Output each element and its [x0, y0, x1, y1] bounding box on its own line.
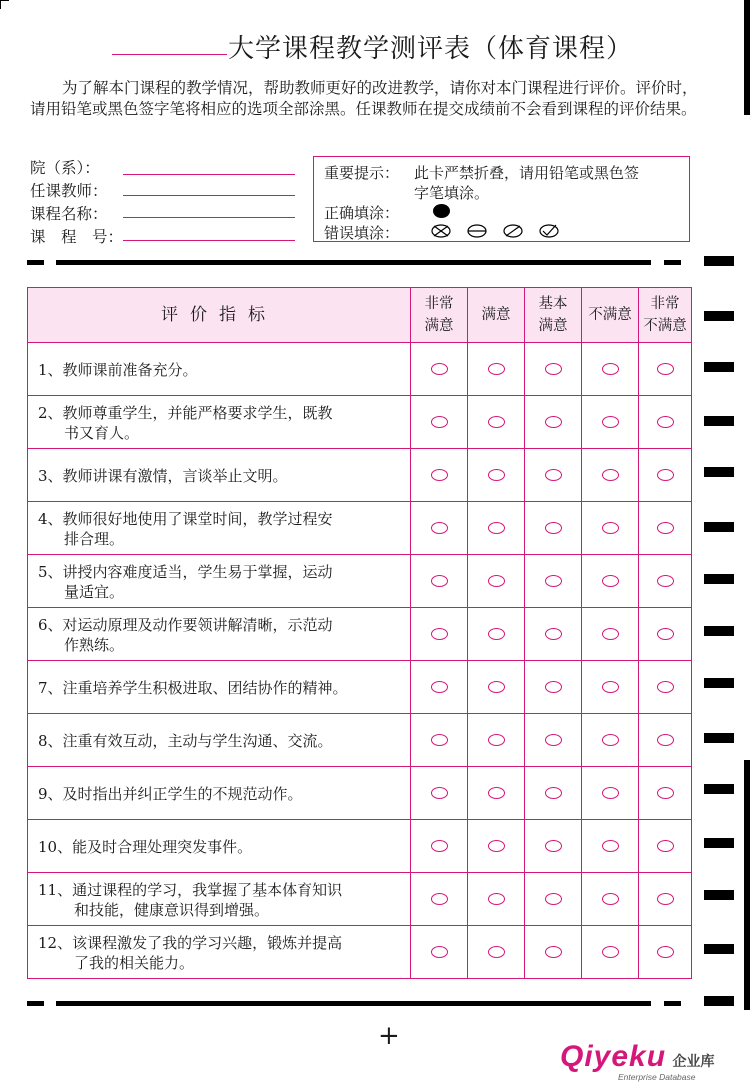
- timing-bar: [27, 1001, 44, 1006]
- option-cell: [525, 873, 582, 926]
- option-cell: [582, 608, 639, 661]
- answer-bubble[interactable]: [657, 416, 674, 428]
- answer-bubble[interactable]: [602, 575, 619, 587]
- table-row: [28, 343, 692, 396]
- option-cell: [525, 343, 582, 396]
- question-cell: [28, 873, 411, 926]
- option-cell: [639, 555, 692, 608]
- answer-bubble[interactable]: [657, 522, 674, 534]
- answer-bubble[interactable]: [657, 946, 674, 958]
- option-cell: [411, 820, 468, 873]
- intro-paragraph: 为了解本门课程的教学情况，帮助教师更好的改进教学，请你对本门课程进行评价。评价时，请用铅笔或黑色签字笔将相应的选项全部涂黑。任课教师在提交成绩前不会看到课程的评价结果。: [30, 79, 698, 118]
- question-cell: [28, 926, 411, 979]
- timing-mark: [704, 733, 734, 743]
- answer-bubble[interactable]: [545, 469, 562, 481]
- option-cell: [468, 449, 525, 502]
- department-input-line[interactable]: [123, 174, 295, 175]
- table-row: [28, 661, 692, 714]
- option-cell: [411, 608, 468, 661]
- option-cell: [468, 343, 525, 396]
- question-text: 1、教师课前准备充分。: [38, 361, 198, 379]
- registration-plus-mark: +: [378, 1021, 400, 1051]
- option-cell: [639, 343, 692, 396]
- option-cell: [468, 767, 525, 820]
- table-row: [28, 449, 692, 502]
- option-cell: [582, 343, 639, 396]
- option-cell: [639, 873, 692, 926]
- option-cell: [582, 502, 639, 555]
- option-cell: [639, 820, 692, 873]
- question-text: 7、注重培养学生积极进取、团结协作的精神。: [38, 679, 348, 697]
- answer-bubble[interactable]: [488, 575, 505, 587]
- edge-strip: [744, 0, 750, 115]
- answer-bubble[interactable]: [545, 628, 562, 640]
- answer-bubble[interactable]: [545, 522, 562, 534]
- option-cell: [468, 502, 525, 555]
- option-cell: [411, 873, 468, 926]
- answer-bubble[interactable]: [431, 363, 448, 375]
- answer-bubble[interactable]: [488, 522, 505, 534]
- course-number-input-line[interactable]: [123, 240, 295, 241]
- answer-bubble[interactable]: [602, 363, 619, 375]
- answer-bubble[interactable]: [545, 575, 562, 587]
- answer-bubble[interactable]: [431, 734, 448, 746]
- question-text: 11、通过课程的学习，我掌握了基本体育知识: [38, 881, 343, 899]
- question-text: 6、对运动原理及动作要领讲解清晰，示范动: [38, 616, 333, 634]
- answer-bubble[interactable]: [488, 840, 505, 852]
- option-cell: [468, 661, 525, 714]
- timing-mark: [704, 574, 734, 584]
- header-dissatisfied: 不满意: [582, 288, 639, 343]
- answer-bubble[interactable]: [602, 469, 619, 481]
- table-row: [28, 396, 692, 449]
- answer-bubble[interactable]: [657, 893, 674, 905]
- timing-mark: [704, 416, 734, 426]
- question-text: 8、注重有效互动，主动与学生沟通、交流。: [38, 732, 333, 750]
- course-name-input-line[interactable]: [123, 217, 295, 218]
- timing-bar: [27, 260, 44, 265]
- option-cell: [411, 661, 468, 714]
- timing-mark: [704, 467, 734, 477]
- timing-mark: [704, 256, 734, 266]
- answer-bubble[interactable]: [488, 363, 505, 375]
- question-cell: [28, 449, 411, 502]
- header-basically-satisfied: 基本 满意: [525, 288, 582, 343]
- answer-bubble[interactable]: [545, 363, 562, 375]
- answer-bubble[interactable]: [657, 628, 674, 640]
- answer-bubble[interactable]: [602, 840, 619, 852]
- answer-bubble[interactable]: [431, 628, 448, 640]
- option-cell: [639, 502, 692, 555]
- header-indicator: 评价指标: [28, 288, 411, 343]
- option-cell: [639, 449, 692, 502]
- option-cell: [582, 396, 639, 449]
- option-cell: [582, 820, 639, 873]
- option-cell: [582, 714, 639, 767]
- option-cell: [582, 449, 639, 502]
- option-cell: [411, 926, 468, 979]
- question-text-cont: 书又育人。: [64, 424, 140, 442]
- answer-bubble[interactable]: [431, 522, 448, 534]
- option-cell: [639, 661, 692, 714]
- option-cell: [525, 608, 582, 661]
- answer-bubble[interactable]: [657, 787, 674, 799]
- answer-bubble[interactable]: [602, 628, 619, 640]
- question-text-cont: 和技能，健康意识得到增强。: [74, 901, 270, 919]
- answer-bubble[interactable]: [545, 734, 562, 746]
- question-text: 12、该课程激发了我的学习兴趣，锻炼并提高: [38, 934, 343, 952]
- correct-fill-label: 正确填涂：: [324, 204, 400, 222]
- option-cell: [582, 767, 639, 820]
- table-row: [28, 714, 692, 767]
- timing-mark: [704, 838, 734, 848]
- option-cell: [525, 555, 582, 608]
- answer-bubble[interactable]: [602, 522, 619, 534]
- option-cell: [525, 449, 582, 502]
- option-cell: [582, 926, 639, 979]
- timing-mark: [704, 944, 734, 954]
- watermark-sub: Enterprise Database: [618, 1072, 696, 1082]
- title-blank-line: [112, 54, 227, 55]
- option-cell: [639, 714, 692, 767]
- field-label-department: 院（系）：: [30, 159, 100, 177]
- timing-bar: [664, 260, 681, 265]
- answer-bubble[interactable]: [602, 787, 619, 799]
- option-cell: [639, 396, 692, 449]
- option-cell: [411, 555, 468, 608]
- header-satisfied: 满意: [468, 288, 525, 343]
- option-cell: [411, 343, 468, 396]
- table-row: [28, 767, 692, 820]
- option-cell: [525, 661, 582, 714]
- option-cell: [468, 926, 525, 979]
- timing-mark: [704, 626, 734, 636]
- answer-bubble[interactable]: [657, 681, 674, 693]
- wrong-fill-label: 错误填涂：: [324, 224, 400, 242]
- watermark-cn: 企业库: [672, 1053, 715, 1069]
- question-cell: [28, 767, 411, 820]
- question-text-cont: 了我的相关能力。: [74, 954, 195, 972]
- question-cell: [28, 502, 411, 555]
- answer-bubble[interactable]: [657, 734, 674, 746]
- question-text-cont: 作熟练。: [64, 636, 125, 654]
- timing-bar: [56, 260, 651, 265]
- question-cell: [28, 555, 411, 608]
- answer-bubble[interactable]: [657, 840, 674, 852]
- header-very-satisfied: 非常 满意: [411, 288, 468, 343]
- correct-fill-example-icon: [433, 204, 450, 218]
- answer-bubble[interactable]: [545, 416, 562, 428]
- table-row: [28, 820, 692, 873]
- table-row: [28, 926, 692, 979]
- notice-prefix: 重要提示：: [324, 164, 400, 182]
- timing-mark: [704, 678, 734, 688]
- option-cell: [411, 396, 468, 449]
- edge-strip: [744, 760, 750, 1010]
- question-text-cont: 量适宜。: [64, 583, 125, 601]
- option-cell: [411, 714, 468, 767]
- answer-bubble[interactable]: [602, 734, 619, 746]
- question-text: 10、能及时合理处理突发事件。: [38, 838, 253, 856]
- option-cell: [468, 396, 525, 449]
- watermark-main: Qiyeku: [560, 1040, 667, 1073]
- timing-mark: [704, 784, 734, 794]
- option-cell: [525, 820, 582, 873]
- notice-box: [313, 156, 690, 242]
- answer-bubble[interactable]: [545, 946, 562, 958]
- answer-bubble[interactable]: [657, 469, 674, 481]
- answer-bubble[interactable]: [431, 946, 448, 958]
- answer-bubble[interactable]: [431, 469, 448, 481]
- corner-mark: [0, 0, 9, 9]
- field-label-course-name: 课程名称：: [30, 205, 108, 223]
- field-label-course-number: 课 程 号：: [30, 228, 124, 246]
- wrong-fill-examples-icon: [430, 223, 570, 239]
- answer-bubble[interactable]: [431, 840, 448, 852]
- answer-bubble[interactable]: [488, 734, 505, 746]
- answer-bubble[interactable]: [488, 893, 505, 905]
- option-cell: [525, 767, 582, 820]
- question-text: 9、及时指出并纠正学生的不规范动作。: [38, 785, 303, 803]
- question-cell: [28, 714, 411, 767]
- table-row: [28, 502, 692, 555]
- option-cell: [639, 608, 692, 661]
- question-cell: [28, 820, 411, 873]
- answer-bubble[interactable]: [431, 575, 448, 587]
- option-cell: [411, 502, 468, 555]
- answer-bubble[interactable]: [488, 469, 505, 481]
- answer-bubble[interactable]: [545, 893, 562, 905]
- answer-bubble[interactable]: [657, 363, 674, 375]
- question-cell: [28, 343, 411, 396]
- answer-bubble[interactable]: [431, 893, 448, 905]
- answer-bubble[interactable]: [431, 681, 448, 693]
- question-cell: [28, 608, 411, 661]
- option-cell: [582, 661, 639, 714]
- option-cell: [468, 820, 525, 873]
- answer-bubble[interactable]: [488, 681, 505, 693]
- answer-bubble[interactable]: [488, 787, 505, 799]
- table-row: [28, 608, 692, 661]
- question-text: 2、教师尊重学生，并能严格要求学生，既教: [38, 404, 333, 422]
- notice-text-line1: 此卡严禁折叠，请用铅笔或黑色签: [414, 164, 640, 182]
- watermark-logo: [560, 1040, 715, 1082]
- question-text: 5、讲授内容难度适当，学生易于掌握，运动: [38, 563, 333, 581]
- evaluation-table: [27, 287, 692, 979]
- option-cell: [525, 502, 582, 555]
- question-cell: [28, 661, 411, 714]
- question-text-cont: 排合理。: [64, 530, 125, 548]
- timing-bar: [664, 1001, 681, 1006]
- answer-bubble[interactable]: [602, 681, 619, 693]
- answer-bubble[interactable]: [602, 946, 619, 958]
- timing-mark: [704, 311, 734, 321]
- option-cell: [639, 926, 692, 979]
- answer-bubble[interactable]: [488, 946, 505, 958]
- timing-mark: [704, 890, 734, 900]
- answer-bubble[interactable]: [602, 893, 619, 905]
- answer-bubble[interactable]: [431, 416, 448, 428]
- timing-mark: [704, 362, 734, 372]
- option-cell: [468, 873, 525, 926]
- table-row: [28, 873, 692, 926]
- option-cell: [468, 714, 525, 767]
- header-very-dissatisfied: 非常 不满意: [639, 288, 692, 343]
- page-title: 大学课程教学测评表（体育课程）: [228, 34, 634, 64]
- option-cell: [582, 555, 639, 608]
- timing-bar: [56, 1001, 651, 1006]
- option-cell: [639, 767, 692, 820]
- table-row: [28, 555, 692, 608]
- option-cell: [525, 714, 582, 767]
- option-cell: [411, 449, 468, 502]
- answer-bubble[interactable]: [545, 787, 562, 799]
- answer-bubble[interactable]: [488, 628, 505, 640]
- option-cell: [525, 926, 582, 979]
- option-cell: [411, 767, 468, 820]
- question-text: 3、教师讲课有激情，言谈举止文明。: [38, 467, 288, 485]
- option-cell: [468, 555, 525, 608]
- answer-bubble[interactable]: [545, 681, 562, 693]
- field-label-teacher: 任课教师：: [30, 182, 108, 200]
- notice-text-line2: 字笔填涂。: [414, 184, 490, 202]
- answer-bubble[interactable]: [657, 575, 674, 587]
- answer-bubble[interactable]: [431, 787, 448, 799]
- timing-mark: [704, 522, 734, 532]
- option-cell: [582, 873, 639, 926]
- teacher-input-line[interactable]: [123, 195, 295, 196]
- option-cell: [468, 608, 525, 661]
- answer-bubble[interactable]: [545, 840, 562, 852]
- question-cell: [28, 396, 411, 449]
- table-header-row: [28, 288, 692, 343]
- timing-mark: [704, 996, 734, 1006]
- answer-bubble[interactable]: [488, 416, 505, 428]
- answer-bubble[interactable]: [602, 416, 619, 428]
- option-cell: [525, 396, 582, 449]
- question-text: 4、教师很好地使用了课堂时间，教学过程安: [38, 510, 333, 528]
